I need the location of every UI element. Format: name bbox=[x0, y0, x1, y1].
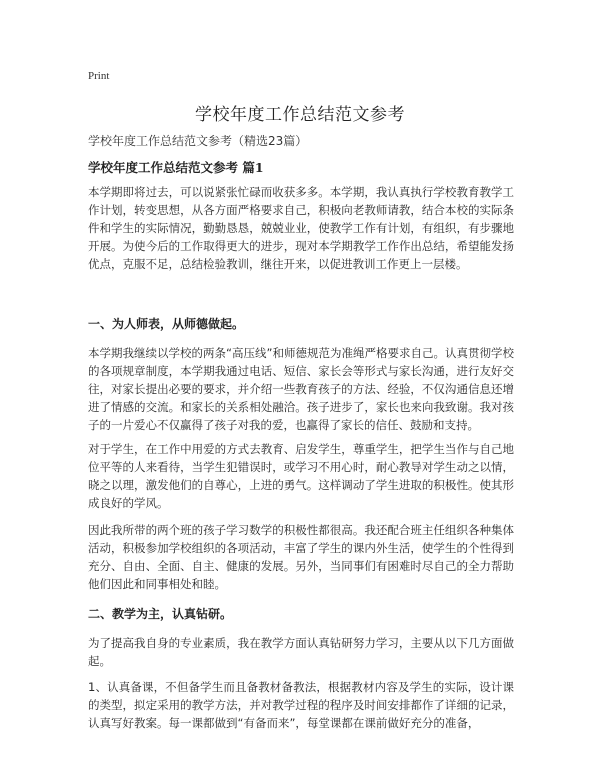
document-subtitle: 学校年度工作总结范文参考（精选23篇） bbox=[88, 134, 308, 148]
heading-teacher-ethics: 一、为人师表，从师德做起。 bbox=[88, 317, 245, 331]
paragraph-lesson-prep: 1、认真备课，不但备学生而且备教材备教法，根据教材内容及学生的实际，设计课的类型，拟定采用的教学方法，并对教学过程的程序及时间安排都作了详细的记录，认真写好教案。每一课都做到“有备而来”，每堂课都在课前做好充分的准备， bbox=[88, 680, 514, 730]
paragraph-students: 对于学生，在工作中用爱的方式去教育、启发学生，尊重学生，把学生当作与自己地位平等的人来看待，当学生犯错误时，或学习不用心时，耐心教导对学生动之以情，晓之以理，激发他们的自尊心，上进的勇气。这样调动了学生进取的积极性。使其形成良好的学风。 bbox=[88, 442, 514, 510]
paragraph-intro: 本学期即将过去，可以说紧张忙碌而收获多多。本学期，我认真执行学校教育教学工作计划，转变思想，从各方面严格要求自己，积极向老教师请教，结合本校的实际条件和学生的实际情况，勤勤恳恳，兢兢业业，使教学工作有计划，有组织，有步骤地开展。为使今后的工作取得更大的进步，现对本学期教学工作作出总结，希望能发扬优点，克服不足，总结检验教训，继往开来，以促进教训工作更上一层楼。 bbox=[88, 185, 514, 271]
paragraph-activities: 因此我所带的两个班的孩子学习数学的积极性都很高。我还配合班主任组织各种集体活动，积极参加学校组织的各项活动，丰富了学生的课内外生活，使学生的个性得到充分、自由、全面、自主、健康的发展。另外，当同事们有困难时尽自己的全力帮助他们因此和同事相处和睦。 bbox=[88, 523, 514, 591]
print-label[interactable]: Print bbox=[88, 70, 110, 82]
document-title: 学校年度工作总结范文参考 bbox=[195, 105, 405, 125]
paragraph-professional: 为了提高我自身的专业素质，我在教学方面认真钻研努力学习，主要从以下几方面做起。 bbox=[88, 636, 514, 668]
paragraph-ethics: 本学期我继续以学校的两条“高压线”和师德规范为准绳严格要求自己。认真贯彻学校的各项规章制度，本学期我通过电话、短信、家长会等形式与家长沟通，进行友好交往，对家长提出必要的要求，并介绍一些教育孩子的方法、经验，不仅沟通信息还增进了情感的交流。和家长的关系相处融洽。孩子进步了，家长也来向我致谢。我对孩子的一片爱心不仅赢得了孩子对我的爱，也赢得了家长的信任、鼓励和支持。 bbox=[88, 346, 514, 432]
heading-teaching-focus: 二、教学为主，认真钻研。 bbox=[88, 607, 233, 621]
section-title: 学校年度工作总结范文参考 篇1 bbox=[88, 160, 264, 175]
